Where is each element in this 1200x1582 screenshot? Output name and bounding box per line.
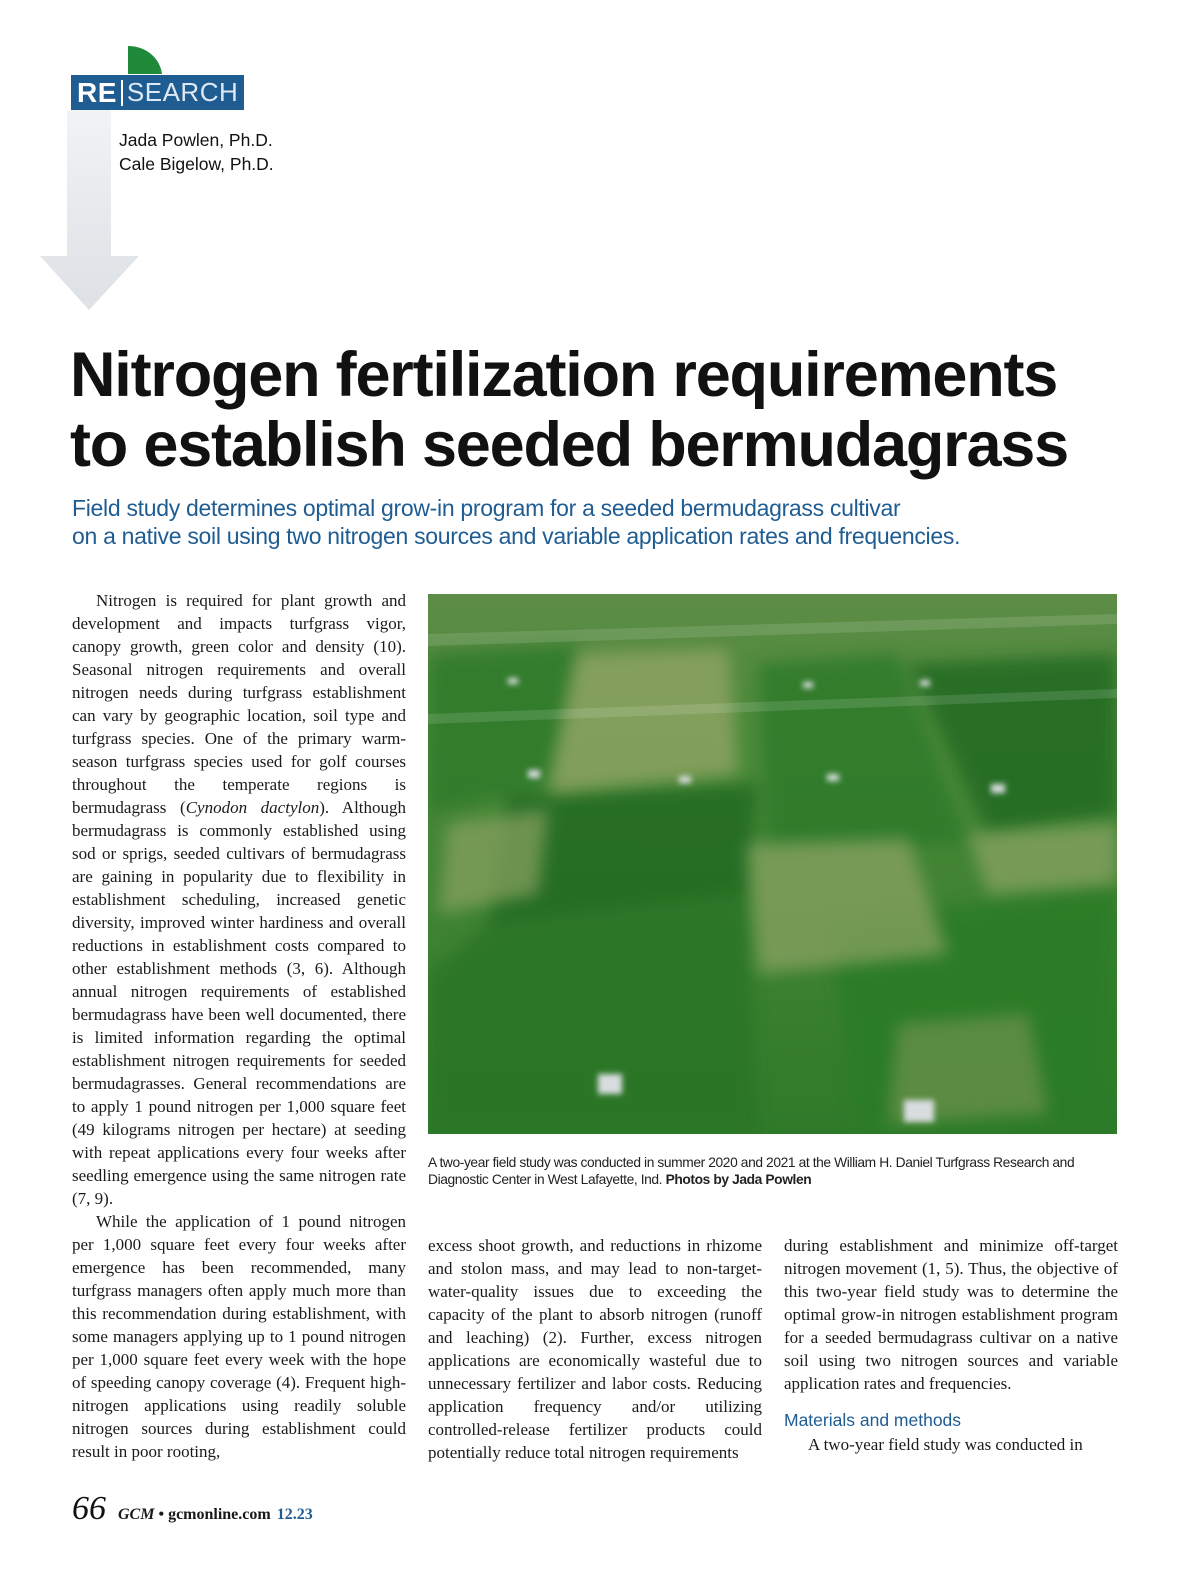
body-column-3 — [784, 1234, 1118, 1474]
body-column-1 — [72, 589, 406, 1469]
body-paragraph: during establishment and minimize off-target nitrogen movement (1, 5). Thus, the objective of this two-year field study was to determine the optimal grow-in nitrogen establishment program for a seeded bermudagrass cultivar on a native soil using two nitrogen sources and variable application rates and frequencies. — [784, 1236, 1118, 1393]
logo-re-text: RE — [77, 76, 117, 108]
caption-text: A two-year field study was conducted in summer 2020 and 2021 at the William H. Daniel Turfgrass Research and Diagnostic Center in West Lafayette, Ind. — [428, 1155, 1075, 1187]
leaf-icon — [128, 46, 162, 74]
website-text: gcmonline.com — [168, 1506, 271, 1523]
author-name: Jada Powlen, Ph.D. — [119, 130, 273, 150]
logo-divider — [121, 80, 123, 106]
body-paragraph — [72, 589, 406, 1210]
species-name: Cynodon dactylon — [185, 798, 320, 817]
body-paragraph: While the application of 1 pound nitrogen per 1,000 square feet every four weeks after emergence has been recommended, many turfgrass managers often apply much more than this recommendation during establishment, with some managers applying up to 1 pound nitrogen per 1,000 square feet every week with the hope of speeding canopy coverage (4). Frequent high-nitrogen applications using readily soluble nitrogen sources during establishment could result in poor rooting, — [72, 1212, 406, 1461]
photo-credit: Photos by Jada Powlen — [665, 1172, 812, 1187]
article-title — [70, 340, 1170, 480]
body-paragraph: A two-year field study was conducted in — [808, 1435, 1083, 1454]
title-line: Nitrogen fertilization requirements — [70, 340, 1058, 410]
logo-search-text: SEARCH — [126, 77, 239, 107]
body-column-2 — [428, 1234, 762, 1474]
subtitle-line: Field study determines optimal grow-in program for a seeded bermudagrass cultivar — [72, 495, 901, 521]
photo-caption — [428, 1154, 1118, 1188]
article-subtitle — [72, 494, 1172, 550]
author-name: Cale Bigelow, Ph.D. — [119, 154, 274, 174]
publication-name: GCM — [118, 1506, 155, 1523]
body-text: Nitrogen is required for plant growth and development and impacts turfgrass vigor, canopy growth, green color and density (10). Seasonal nitrogen requirements and overall nitrogen needs during turfgrass establishment can vary by geographic location, soil type and turfgrass species. One of the primary warm-season turfgrass species used for golf courses throughout the temperate regions is bermudagrass ( — [72, 591, 406, 817]
body-paragraph: excess shoot growth, and reductions in rhizome and stolon mass, and may lead to non-target-water-quality issues due to exceeding the capacity of the plant to absorb nitrogen (runoff and leaching) (2). Further, excess nitrogen applications are economically wasteful due to unnecessary fertilizer and labor costs. Reducing application frequency and/or utilizing controlled-release fertilizer products could potentially reduce total nitrogen requirements — [428, 1236, 762, 1462]
author-list — [119, 128, 274, 176]
page-number: 66 — [72, 1490, 106, 1527]
section-heading: Materials and methods — [784, 1410, 962, 1430]
body-text: ). Although bermudagrass is commonly established using sod or sprigs, seeded cultivars of bermudagrass are gaining in popularity due to flexibility in establishment scheduling, increased genetic diversity, improved winter hardiness and overall reductions in establishment costs compared to other establishment methods (3, 6). Although annual nitrogen requirements of established bermudagrass have been well documented, there is limited information regarding the optimal establishment nitrogen requirements for seeded bermudagrasses. General recommendations are to apply 1 pound nitrogen per 1,000 square feet (49 kilograms nitrogen per hectare) at seeding with repeat applications every four weeks after seedling emergence using the same nitrogen rate (7, 9). — [72, 798, 406, 1208]
subtitle-line: on a native soil using two nitrogen sources and variable application rates and frequencies. — [72, 523, 961, 549]
turfgrass-plot-photo — [428, 594, 1117, 1134]
title-line: to establish seeded bermudagrass — [70, 410, 1068, 480]
bullet-separator: • — [154, 1506, 169, 1523]
issue-date: 12.23 — [276, 1506, 313, 1523]
publication-info — [118, 1506, 313, 1524]
page-footer — [72, 1490, 313, 1528]
research-logo — [71, 75, 244, 110]
